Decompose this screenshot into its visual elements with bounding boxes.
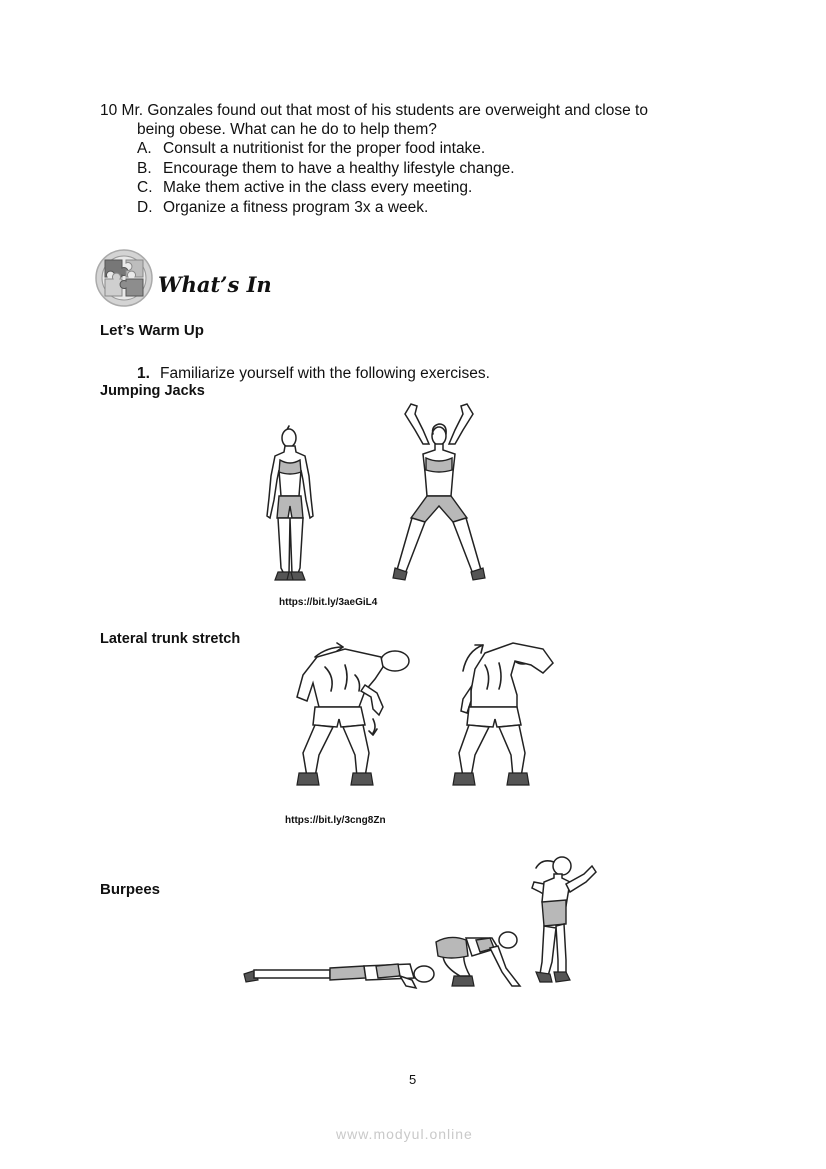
option-text: Organize a fitness program 3x a week. (163, 199, 429, 216)
figure-side-stretch (453, 643, 553, 785)
option-text: Consult a nutritionist for the proper food intake. (163, 140, 486, 157)
section-title: What’s In (158, 272, 272, 297)
puzzle-icon (94, 248, 154, 308)
option-letter: D. (137, 199, 153, 216)
page-number: 5 (409, 1072, 417, 1087)
option-letter: C. (137, 179, 153, 196)
figure-jump (532, 857, 596, 982)
exercise-name-lateral-trunk-stretch: Lateral trunk stretch (100, 631, 241, 647)
figure-plank (244, 964, 434, 988)
figure-standing (267, 426, 313, 580)
jumping-jacks-url: https://bit.ly/3aeGiL4 (279, 597, 378, 608)
lateral-stretch-url: https://bit.ly/3cng8Zn (285, 815, 386, 826)
option-c (137, 178, 472, 198)
burpees-illustration (240, 852, 610, 997)
watermark: www.modyul.online (336, 1126, 473, 1142)
option-letter: A. (137, 140, 152, 157)
figure-bending (297, 643, 409, 785)
figure-jumping (393, 404, 485, 580)
exercise-name-burpees: Burpees (100, 881, 161, 898)
question-line-2: being obese. What can he do to help them? (137, 121, 437, 138)
lateral-stretch-illustration (285, 635, 565, 805)
option-b (137, 159, 515, 179)
warmup-heading: Let’s Warm Up (100, 322, 204, 339)
option-a (137, 139, 485, 159)
exercise-name-jumping-jacks: Jumping Jacks (100, 383, 205, 399)
figure-squat (436, 932, 520, 986)
option-text: Encourage them to have a healthy lifestyle change. (163, 160, 515, 177)
jumping-jacks-illustration (255, 400, 500, 585)
step-number: 1. (137, 365, 150, 382)
option-d (137, 198, 428, 218)
step-text: Familiarize yourself with the following exercises. (160, 365, 490, 382)
option-letter: B. (137, 160, 152, 177)
question-line-1: 10 Mr. Gonzales found out that most of his students are overweight and close to (100, 102, 648, 119)
option-text: Make them active in the class every meeting. (163, 179, 473, 196)
warmup-step (137, 364, 490, 384)
